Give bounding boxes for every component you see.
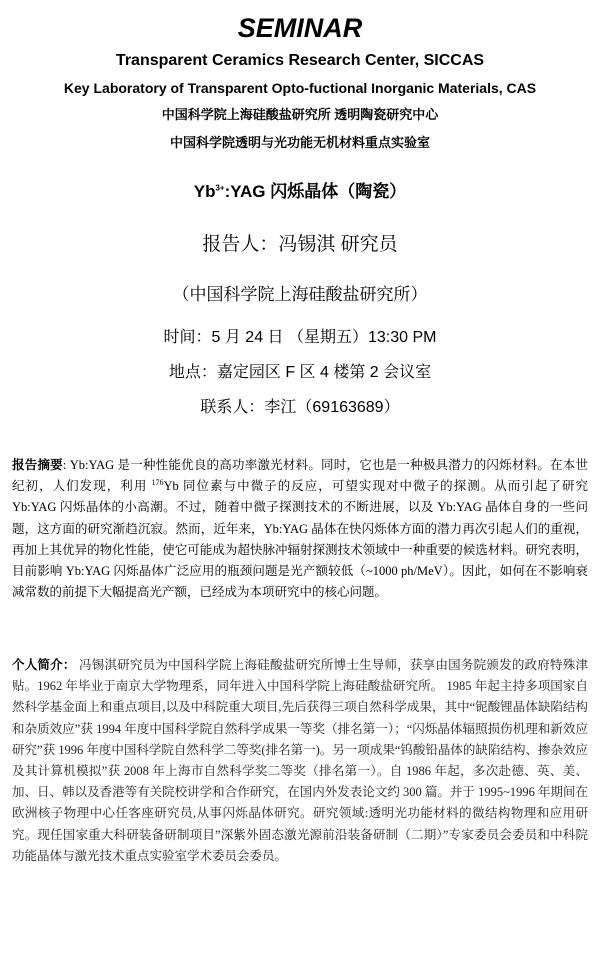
laboratory-name: Key Laboratory of Transparent Opto-fuctional Inorganic Materials, CAS	[63, 80, 537, 96]
chinese-lab-line: 中国科学院透明与光功能无机材料重点实验室	[169, 135, 430, 150]
biography-label: 个人简介：	[12, 658, 76, 672]
speaker-institute: （中国科学院上海硅酸盐研究所）	[172, 285, 428, 304]
isotope-superscript: 176	[151, 478, 164, 488]
biography-text: 冯锡淇研究员为中国科学院上海硅酸盐研究所博士生导师，获享由国务院颁发的政府特殊津贴。1962 年毕业于南京大学物理系，同年进入中国科学院上海硅酸盐研究所。 1985 年起主持多项国家自然科学基金面上和重点项目,以及中科院重大项目,先后获得三项自然科学成果，其中“铌酸锂晶体缺陷结构和杂质效应”获 1994 年度中国科学院自然科学成果一等奖（排名第一）；“闪烁晶体辐照损伤机理和新效应研究”获 1996 年度中国科学院自然科学二等奖(排名第一)。另一项成果“钨酸铅晶体的缺陷结构、掺杂效应及其计算机模拟”获 2008 年上海市自然科学奖二等奖（排名第一）。自 1986 年起，多次赴德、英、美、加、日、韩以及香港等有关院校讲学和合作研究，在国内外发表论文约 300 篇。并于 1995~1996 年期间在欧洲核子物理中心任客座研究员,从事闪烁晶体研究。研究领域:透明光功能材料的微结构物理和应用研究。现任国家重大科研装备研制项目”深紫外固态激光源前沿装备研制（二期）”专家委员会委员和中科院功能晶体与激光技术重点实验室学术委员会委员。	[12, 658, 588, 863]
topic-superscript: 3+	[215, 183, 225, 193]
topic-prefix: Yb	[193, 182, 216, 201]
seminar-location: 地点：嘉定园区 F 区 4 楼第 2 会议室	[168, 364, 432, 381]
abstract-text-1: : Yb:YAG 是一种性能优良的高功率激光材料。同时，它也是一种极具潜力的闪烁材料。在本世纪初，人们发现，利用	[12, 458, 588, 494]
seminar-title: SEMINAR	[237, 13, 363, 43]
talk-topic	[0, 180, 600, 204]
abstract-paragraph	[12, 455, 588, 603]
seminar-time: 时间：5 月 24 日 （星期五）13:30 PM	[163, 329, 437, 346]
chinese-institute-line: 中国科学院上海硅酸盐研究所 透明陶瓷研究中心	[161, 107, 439, 122]
abstract-label: 报告摘要	[12, 458, 63, 472]
contact-person: 联系人：李江（69163689）	[200, 399, 400, 416]
research-center-name: Transparent Ceramics Research Center, SICCAS	[115, 52, 485, 69]
abstract-text-2: Yb 同位素与中微子的反应，可望实现对中微子的探测。从而引起了研究 Yb:YAG 闪烁晶体的小高潮。不过，随着中微子探测技术的不断进展，以及 Yb:YAG 晶体自身的一些问题，这方面的研究渐趋沉寂。然而，近年来，Yb:YAG 晶体在快闪烁体方面的潜力再次引起人们的重视，再加上其优异的物化性能，使它可能成为超快脉冲辐射探测技术领域中一种重要的候选材料。研究表明，目前影响 Yb:YAG 闪烁晶体广泛应用的瓶颈问题是光产额较低（~1000 ph/MeV）。因此，如何在不影响衰减常数的前提下大幅提高光产额，已经成为本项研究中的核心问题。	[12, 479, 588, 600]
topic-rest: :YAG 闪烁晶体（陶瓷）	[224, 182, 407, 201]
speaker-line: 报告人：冯锡淇 研究员	[202, 234, 398, 255]
biography-paragraph	[12, 655, 588, 867]
